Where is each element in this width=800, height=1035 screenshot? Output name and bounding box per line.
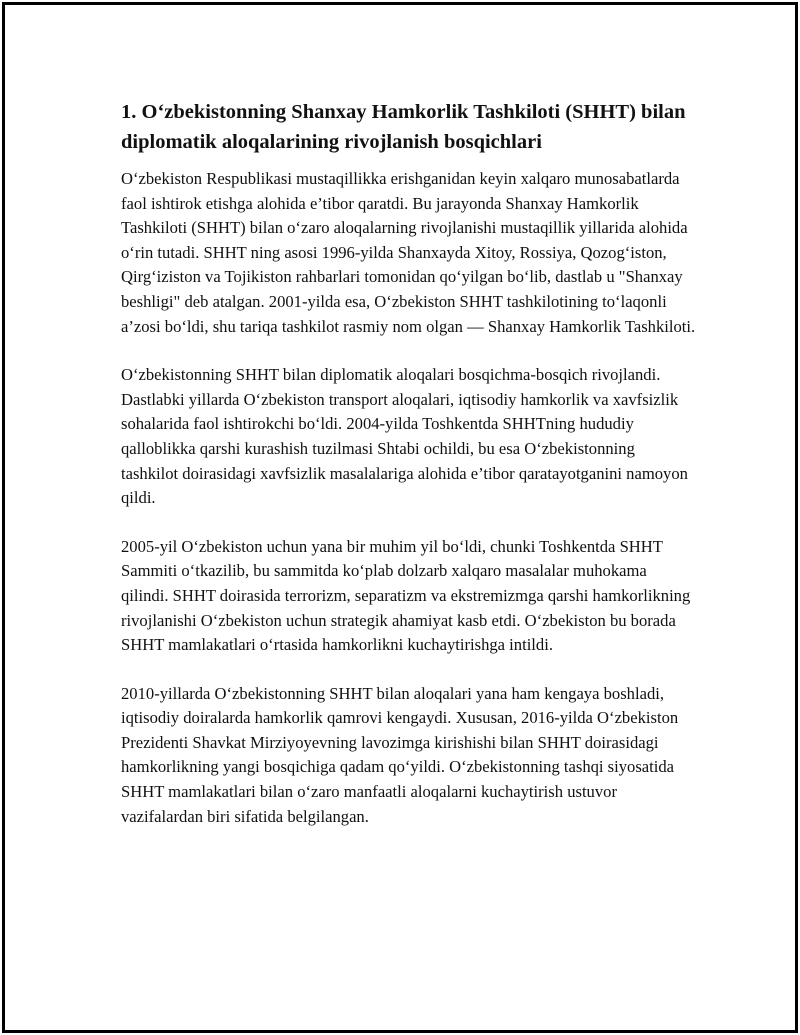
paragraph-1: O‘zbekiston Respublikasi mustaqillikka erishganidan keyin xalqaro munosabatlarda faol ishtirok etishga alohida e’tibor qaratdi. Bu jarayonda Shanxay Hamkorlik Tashkiloti (SHHT) bilan o‘zaro aloqalarning rivojlanishi mustaqillik yillarida alohida o‘rin tutadi. SHHT ning asosi 1996-yilda Shanxayda Xitoy, Rossiya, Qozog‘iston, Qirg‘iziston va Tojikiston rahbarlari tomonidan qo‘yilgan bo‘lib, dastlab u "Shanxay beshligi" deb atalgan. 2001-yilda esa, O‘zbekiston SHHT tashkilotining to‘laqonli a’zosi bo‘ldi, shu tariqa tashkilot rasmiy nom olgan — Shanxay Hamkorlik Tashkiloti. xyxy=(121,169,696,336)
document-title: 1. O‘zbekistonning Shanxay Hamkorlik Tashkiloti (SHHT) bilan diplomatik aloqalarining rivojlanish bosqichlari xyxy=(121,101,686,153)
paragraph-2: O‘zbekistonning SHHT bilan diplomatik aloqalari bosqichma-bosqich rivojlandi. Dastlabki yillarda O‘zbekiston transport aloqalari, iqtisodiy hamkorlik va xavfsizlik sohalarida faol ishtirokchi bo‘ldi. 2004-yilda Toshkentda SHHTning hududiy qalloblikka qarshi kurashish tuzilmasi Shtabi ochildi, bu esa O‘zbekistonning tashkilot doirasidagi xavfsizlik masalalariga alohida e’tibor qaratayotganini namoyon qildi. xyxy=(121,365,688,508)
document-body xyxy=(121,97,696,829)
page-frame xyxy=(2,2,798,1033)
paragraph-3: 2005-yil O‘zbekiston uchun yana bir muhim yil bo‘ldi, chunki Toshkentda SHHT Sammiti o‘tkazilib, bu sammitda ko‘plab dolzarb xalqaro masalalar muhokama qilindi. SHHT doirasida terrorizm, separatizm va ekstremizmga qarshi hamkorlikning rivojlanishi O‘zbekiston uchun strategik ahamiyat kasb etdi. O‘zbekiston bu borada SHHT mamlakatlari o‘rtasida hamkorlikni kuchaytirishga intildi. xyxy=(121,536,691,655)
paragraph-4: 2010-yillarda O‘zbekistonning SHHT bilan aloqalari yana ham kengaya boshladi, iqtisodiy doiralarda hamkorlik qamrovi kengaydi. Xususan, 2016-yilda O‘zbekiston Prezidenti Shavkat Mirziyoyevning lavozimga kirishishi bilan SHHT doirasidagi hamkorlikning yangi bosqichiga qadam qo‘yildi. O‘zbekistonning tashqi siyosatida SHHT mamlakatlari bilan o‘zaro manfaatli aloqalarni kuchaytirish ustuvor vazifalardan biri sifatida belgilangan. xyxy=(121,683,679,826)
